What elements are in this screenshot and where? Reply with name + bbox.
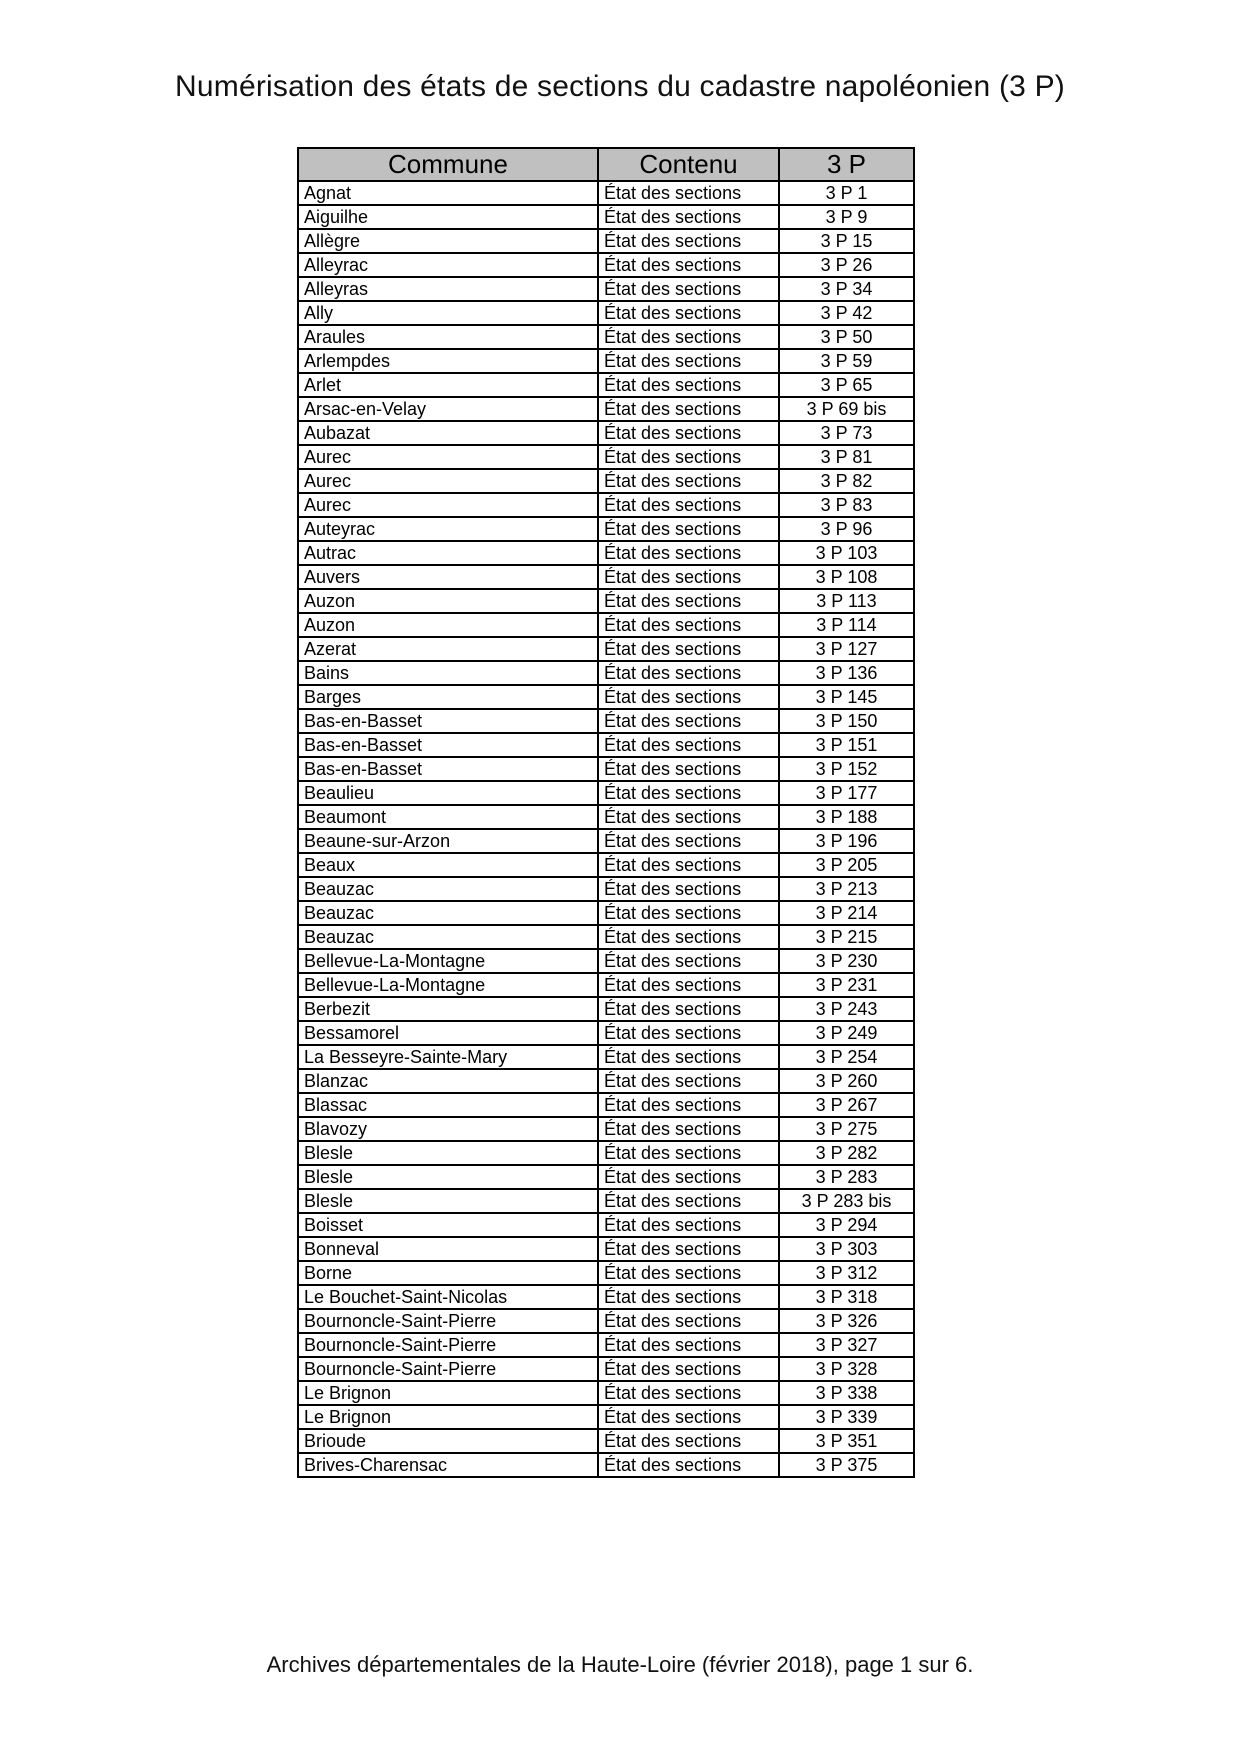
ref-cell: 3 P 69 bis [779,397,914,421]
commune-cell: Beaumont [298,805,598,829]
table-row [298,1357,914,1381]
commune-cell: Azerat [298,637,598,661]
table-row [298,853,914,877]
commune-cell: Araules [298,325,598,349]
contenu-cell: État des sections [598,925,779,949]
contenu-cell: État des sections [598,565,779,589]
header-cell-commune: Commune [298,148,598,181]
table-row [298,1381,914,1405]
contenu-cell: État des sections [598,349,779,373]
table-row [298,733,914,757]
table-row [298,1405,914,1429]
commune-cell: Blesle [298,1141,598,1165]
contenu-cell: État des sections [598,733,779,757]
commune-cell: Borne [298,1261,598,1285]
contenu-cell: État des sections [598,253,779,277]
commune-cell: Auzon [298,613,598,637]
table-row [298,589,914,613]
table-row [298,1261,914,1285]
ref-cell: 3 P 82 [779,469,914,493]
commune-cell: Aurec [298,469,598,493]
ref-cell: 3 P 243 [779,997,914,1021]
contenu-cell: État des sections [598,1045,779,1069]
commune-cell: Autrac [298,541,598,565]
commune-cell: Blavozy [298,1117,598,1141]
commune-cell: Ally [298,301,598,325]
commune-cell: Bournoncle-Saint-Pierre [298,1309,598,1333]
ref-cell: 3 P 188 [779,805,914,829]
ref-cell: 3 P 326 [779,1309,914,1333]
table-row [298,805,914,829]
table-row [298,373,914,397]
ref-cell: 3 P 15 [779,229,914,253]
commune-cell: Blesle [298,1189,598,1213]
table-row [298,1141,914,1165]
commune-cell: Alleyras [298,277,598,301]
table-row [298,613,914,637]
ref-cell: 3 P 151 [779,733,914,757]
ref-cell: 3 P 339 [779,1405,914,1429]
table-row [298,493,914,517]
table-row [298,661,914,685]
table-row [298,637,914,661]
commune-cell: Beaulieu [298,781,598,805]
ref-cell: 3 P 328 [779,1357,914,1381]
commune-cell: Aurec [298,445,598,469]
commune-cell: Bonneval [298,1237,598,1261]
table-row [298,229,914,253]
ref-cell: 3 P 127 [779,637,914,661]
contenu-cell: État des sections [598,997,779,1021]
ref-cell: 3 P 249 [779,1021,914,1045]
contenu-cell: État des sections [598,1021,779,1045]
contenu-cell: État des sections [598,1165,779,1189]
contenu-cell: État des sections [598,901,779,925]
table-row [298,1309,914,1333]
contenu-cell: État des sections [598,1309,779,1333]
ref-cell: 3 P 303 [779,1237,914,1261]
contenu-cell: État des sections [598,1213,779,1237]
table-row [298,877,914,901]
table-container [297,147,915,1478]
ref-cell: 3 P 327 [779,1333,914,1357]
contenu-cell: État des sections [598,517,779,541]
contenu-cell: État des sections [598,373,779,397]
table-row [298,997,914,1021]
commune-cell: Auvers [298,565,598,589]
commune-cell: Aiguilhe [298,205,598,229]
table-row [298,349,914,373]
table-row [298,469,914,493]
contenu-cell: État des sections [598,1093,779,1117]
ref-cell: 3 P 283 [779,1165,914,1189]
commune-cell: Bellevue-La-Montagne [298,949,598,973]
contenu-cell: État des sections [598,229,779,253]
table-row [298,1021,914,1045]
commune-cell: Auzon [298,589,598,613]
commune-cell: Bas-en-Basset [298,709,598,733]
commune-cell: Aubazat [298,421,598,445]
table-row [298,1117,914,1141]
contenu-cell: État des sections [598,853,779,877]
contenu-cell: État des sections [598,973,779,997]
contenu-cell: État des sections [598,661,779,685]
table-row [298,1093,914,1117]
ref-cell: 3 P 150 [779,709,914,733]
contenu-cell: État des sections [598,1453,779,1477]
commune-cell: Aurec [298,493,598,517]
commune-cell: Allègre [298,229,598,253]
table-row [298,901,914,925]
ref-cell: 3 P 312 [779,1261,914,1285]
table-row [298,1189,914,1213]
table-row [298,565,914,589]
commune-cell: Blesle [298,1165,598,1189]
ref-cell: 3 P 205 [779,853,914,877]
contenu-cell: État des sections [598,637,779,661]
commune-cell: Bellevue-La-Montagne [298,973,598,997]
contenu-cell: État des sections [598,469,779,493]
table-row [298,1333,914,1357]
table-row [298,253,914,277]
page-title: Numérisation des états de sections du cadastre napoléonien (3 P) [175,70,1065,103]
ref-cell: 3 P 267 [779,1093,914,1117]
commune-cell: La Besseyre-Sainte-Mary [298,1045,598,1069]
contenu-cell: État des sections [598,181,779,205]
table-header-row [298,148,914,181]
ref-cell: 3 P 145 [779,685,914,709]
contenu-cell: État des sections [598,781,779,805]
contenu-cell: État des sections [598,877,779,901]
ref-cell: 3 P 136 [779,661,914,685]
contenu-cell: État des sections [598,1189,779,1213]
contenu-cell: État des sections [598,589,779,613]
contenu-cell: État des sections [598,613,779,637]
ref-cell: 3 P 65 [779,373,914,397]
commune-cell: Arsac-en-Velay [298,397,598,421]
contenu-cell: État des sections [598,757,779,781]
table-row [298,685,914,709]
commune-cell: Arlet [298,373,598,397]
contenu-cell: État des sections [598,1117,779,1141]
ref-cell: 3 P 103 [779,541,914,565]
contenu-cell: État des sections [598,277,779,301]
commune-cell: Brioude [298,1429,598,1453]
contenu-cell: État des sections [598,1261,779,1285]
contenu-cell: État des sections [598,541,779,565]
ref-cell: 3 P 73 [779,421,914,445]
contenu-cell: État des sections [598,1429,779,1453]
contenu-cell: État des sections [598,709,779,733]
ref-cell: 3 P 230 [779,949,914,973]
table-row [298,829,914,853]
ref-cell: 3 P 196 [779,829,914,853]
commune-cell: Beauzac [298,901,598,925]
ref-cell: 3 P 50 [779,325,914,349]
table-row [298,397,914,421]
commune-cell: Bournoncle-Saint-Pierre [298,1333,598,1357]
table-row [298,1045,914,1069]
ref-cell: 3 P 260 [779,1069,914,1093]
table-row [298,1165,914,1189]
commune-cell: Beauzac [298,925,598,949]
ref-cell: 3 P 152 [779,757,914,781]
ref-cell: 3 P 114 [779,613,914,637]
ref-cell: 3 P 26 [779,253,914,277]
table-row [298,301,914,325]
page-footer: Archives départementales de la Haute-Loire (février 2018), page 1 sur 6. [266,1652,974,1677]
ref-cell: 3 P 81 [779,445,914,469]
table-row [298,709,914,733]
ref-cell: 3 P 177 [779,781,914,805]
ref-cell: 3 P 1 [779,181,914,205]
contenu-cell: État des sections [598,1069,779,1093]
table-row [298,1429,914,1453]
commune-cell: Blanzac [298,1069,598,1093]
table-row [298,949,914,973]
table-row [298,445,914,469]
commune-cell: Boisset [298,1213,598,1237]
commune-cell: Alleyrac [298,253,598,277]
contenu-cell: État des sections [598,445,779,469]
ref-cell: 3 P 83 [779,493,914,517]
ref-cell: 3 P 214 [779,901,914,925]
table-row [298,325,914,349]
commune-cell: Barges [298,685,598,709]
commune-cell: Beaux [298,853,598,877]
commune-cell: Bas-en-Basset [298,733,598,757]
commune-cell: Bessamorel [298,1021,598,1045]
commune-cell: Blassac [298,1093,598,1117]
table-row [298,541,914,565]
contenu-cell: État des sections [598,421,779,445]
ref-cell: 3 P 9 [779,205,914,229]
commune-cell: Bournoncle-Saint-Pierre [298,1357,598,1381]
commune-cell: Le Brignon [298,1381,598,1405]
sections-table [297,147,915,1478]
contenu-cell: État des sections [598,1333,779,1357]
ref-cell: 3 P 231 [779,973,914,997]
table-row [298,1285,914,1309]
commune-cell: Auteyrac [298,517,598,541]
header-cell-contenu: Contenu [598,148,779,181]
commune-cell: Le Brignon [298,1405,598,1429]
commune-cell: Bains [298,661,598,685]
contenu-cell: État des sections [598,829,779,853]
contenu-cell: État des sections [598,325,779,349]
ref-cell: 3 P 42 [779,301,914,325]
contenu-cell: État des sections [598,397,779,421]
contenu-cell: État des sections [598,685,779,709]
ref-cell: 3 P 351 [779,1429,914,1453]
ref-cell: 3 P 96 [779,517,914,541]
ref-cell: 3 P 338 [779,1381,914,1405]
contenu-cell: État des sections [598,1237,779,1261]
commune-cell: Beauzac [298,877,598,901]
commune-cell: Beaune-sur-Arzon [298,829,598,853]
table-row [298,1213,914,1237]
table-row [298,1069,914,1093]
ref-cell: 3 P 59 [779,349,914,373]
ref-cell: 3 P 375 [779,1453,914,1477]
table-body [298,181,914,1477]
commune-cell: Bas-en-Basset [298,757,598,781]
header-cell-ref: 3 P [779,148,914,181]
contenu-cell: État des sections [598,949,779,973]
commune-cell: Arlempdes [298,349,598,373]
table-row [298,421,914,445]
ref-cell: 3 P 213 [779,877,914,901]
contenu-cell: État des sections [598,1405,779,1429]
ref-cell: 3 P 275 [779,1117,914,1141]
ref-cell: 3 P 254 [779,1045,914,1069]
table-row [298,781,914,805]
contenu-cell: État des sections [598,1141,779,1165]
table-row [298,1237,914,1261]
contenu-cell: État des sections [598,493,779,517]
contenu-cell: État des sections [598,205,779,229]
contenu-cell: État des sections [598,1285,779,1309]
ref-cell: 3 P 34 [779,277,914,301]
commune-cell: Le Bouchet-Saint-Nicolas [298,1285,598,1309]
commune-cell: Brives-Charensac [298,1453,598,1477]
ref-cell: 3 P 108 [779,565,914,589]
table-row [298,973,914,997]
table-row [298,205,914,229]
ref-cell: 3 P 283 bis [779,1189,914,1213]
table-row [298,181,914,205]
table-row [298,757,914,781]
ref-cell: 3 P 113 [779,589,914,613]
ref-cell: 3 P 215 [779,925,914,949]
table-row [298,517,914,541]
contenu-cell: État des sections [598,301,779,325]
contenu-cell: État des sections [598,1357,779,1381]
commune-cell: Berbezit [298,997,598,1021]
table-row [298,1453,914,1477]
contenu-cell: État des sections [598,1381,779,1405]
ref-cell: 3 P 294 [779,1213,914,1237]
table-row [298,277,914,301]
table-row [298,925,914,949]
ref-cell: 3 P 318 [779,1285,914,1309]
contenu-cell: État des sections [598,805,779,829]
ref-cell: 3 P 282 [779,1141,914,1165]
commune-cell: Agnat [298,181,598,205]
